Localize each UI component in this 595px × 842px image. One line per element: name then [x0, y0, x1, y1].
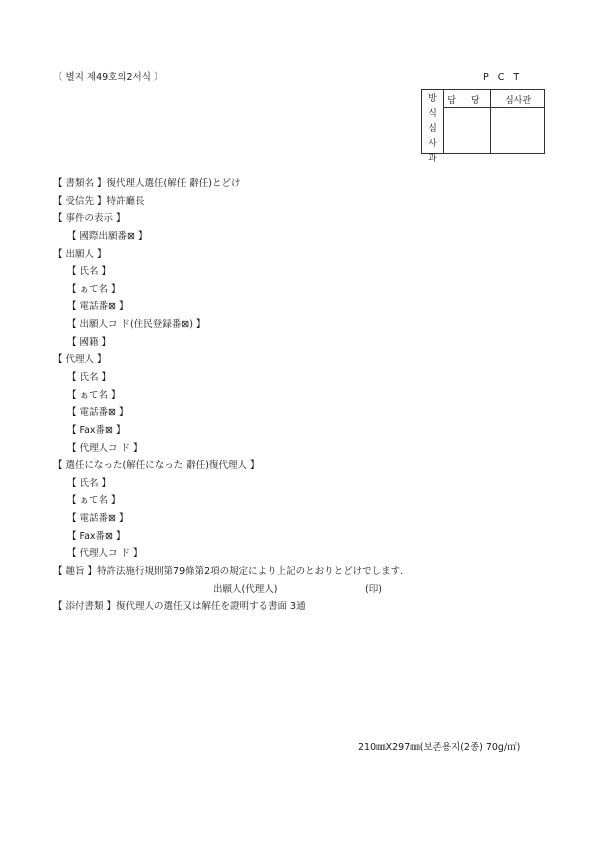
doc-line-sub-name: 【 氏名 】 — [67, 478, 112, 489]
stamp-col-examiner: 심사관 — [504, 96, 532, 106]
doc-line-agent-address: 【 ぁて名 】 — [67, 390, 121, 401]
doc-line-applicant-name: 【 氏名 】 — [67, 266, 112, 277]
stamp-col-officer: 담 당 — [447, 96, 486, 106]
doc-line-sub-phone: 【 電話番⊠ 】 — [67, 513, 129, 524]
paper-spec-footer: 210㎜X297㎜(보존용지(2종) 70g/㎡) — [358, 742, 521, 753]
doc-line-sub-code: 【 代理人コ ド 】 — [67, 548, 143, 559]
doc-line-app-number: 【 國際出願番⊠ 】 — [67, 231, 148, 242]
pct-label: P C T — [483, 72, 523, 83]
doc-line-agent-phone: 【 電話番⊠ 】 — [67, 407, 129, 418]
doc-line-sub-agent: 【 選任になった(解任になった 辭任)復代理人 】 — [53, 460, 260, 471]
doc-line-applicant: 【 出願人 】 — [53, 249, 107, 260]
doc-line-sub-address: 【 ぁて名 】 — [67, 495, 121, 506]
doc-line-title: 【 書類名 】復代理人選任(解任 辭任)とどけ — [53, 178, 241, 189]
approval-stamp-box — [421, 89, 545, 164]
doc-line-agent-code: 【 代理人コ ド 】 — [67, 443, 143, 454]
form-number: 〔 별지 제49호의2서식 〕 — [53, 72, 164, 83]
doc-line-agent-name: 【 氏名 】 — [67, 372, 112, 383]
stamp-side-label — [422, 92, 443, 164]
stamp-side-char: 방 — [428, 94, 437, 104]
doc-line-agent-fax: 【 Fax番⊠ 】 — [67, 425, 126, 436]
stamp-side-char: 과 — [428, 154, 437, 164]
signature-applicant: 出願人(代理人) — [213, 584, 278, 595]
doc-line-applicant-code: 【 出願人コ ド(住民登録番⊠) 】 — [67, 319, 206, 330]
doc-line-purpose: 【 趣旨 】特許法施行規則第79條第2項の規定により上記のとおりとどけでします. — [53, 566, 404, 577]
doc-line-attachments: 【 添付書類 】復代理人の選任又は解任を證明する書面 3通 — [53, 601, 306, 612]
doc-line-case: 【 事件の表示 】 — [53, 213, 126, 224]
stamp-side-char: 사 — [428, 139, 437, 149]
doc-line-agent: 【 代理人 】 — [53, 354, 107, 365]
doc-line-nationality: 【 國籍 】 — [67, 337, 112, 348]
doc-line-applicant-phone: 【 電話番⊠ 】 — [67, 301, 129, 312]
doc-line-sub-fax: 【 Fax番⊠ 】 — [67, 531, 126, 542]
stamp-side-char: 심 — [428, 124, 437, 134]
signature-seal: (印) — [365, 584, 382, 595]
doc-line-applicant-address: 【 ぁて名 】 — [67, 284, 121, 295]
stamp-side-char: 식 — [428, 109, 437, 119]
doc-line-recipient: 【 受信先 】特許廳長 — [53, 196, 145, 207]
